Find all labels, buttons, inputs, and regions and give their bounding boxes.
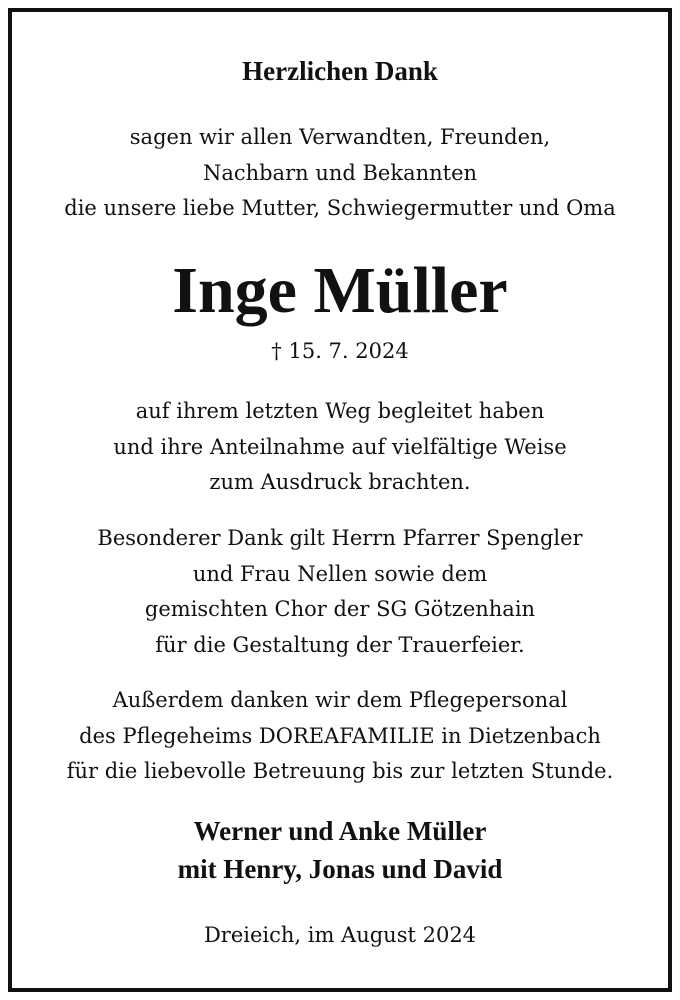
paragraph-line: des Pflegeheims DOREAFAMILIE in Dietzenbach [79, 723, 601, 748]
place-date-block [0, 918, 680, 954]
place-and-date: Dreieich, im August 2024 [203, 923, 477, 947]
paragraph-line: auf ihrem letzten Weg begleitet haben [135, 399, 545, 423]
paragraph-line: und ihre Anteilnahme auf vielfältige Weise [113, 434, 567, 459]
paragraph-line: und Frau Nellen sowie dem [192, 561, 488, 586]
heading-text: Herzlichen Dank [242, 56, 438, 86]
thanks-paragraph-1 [0, 394, 680, 501]
notice-heading [0, 54, 680, 88]
thanks-paragraph-3 [0, 683, 680, 790]
paragraph-line: Besonderer Dank gilt Herrn Pfarrer Spengler [97, 526, 583, 550]
intro-line: die unsere liebe Mutter, Schwiegermutter und Oma [64, 196, 616, 220]
death-date-block [0, 334, 680, 370]
deceased-name-block [0, 255, 680, 327]
signers-block [0, 812, 680, 888]
paragraph-line: für die Gestaltung der Trauerfeier. [155, 632, 525, 657]
signer-line: Werner und Anke Müller [193, 816, 487, 846]
deceased-name: Inge Müller [172, 254, 508, 327]
paragraph-line: für die liebevolle Betreuung bis zur letzten Stunde. [66, 759, 614, 783]
paragraph-line: Außerdem danken wir dem Pflegepersonal [112, 688, 568, 712]
intro-paragraph [0, 120, 680, 227]
paragraph-line: zum Ausdruck brachten. [209, 470, 471, 494]
intro-line: Nachbarn und Bekannten [202, 160, 478, 185]
death-date: † 15. 7. 2024 [271, 339, 409, 363]
thanks-paragraph-2 [0, 521, 680, 663]
signer-line: mit Henry, Jonas und David [177, 854, 503, 884]
intro-line: sagen wir allen Verwandten, Freunden, [129, 125, 551, 149]
paragraph-line: gemischten Chor der SG Götzenhain [144, 597, 536, 621]
